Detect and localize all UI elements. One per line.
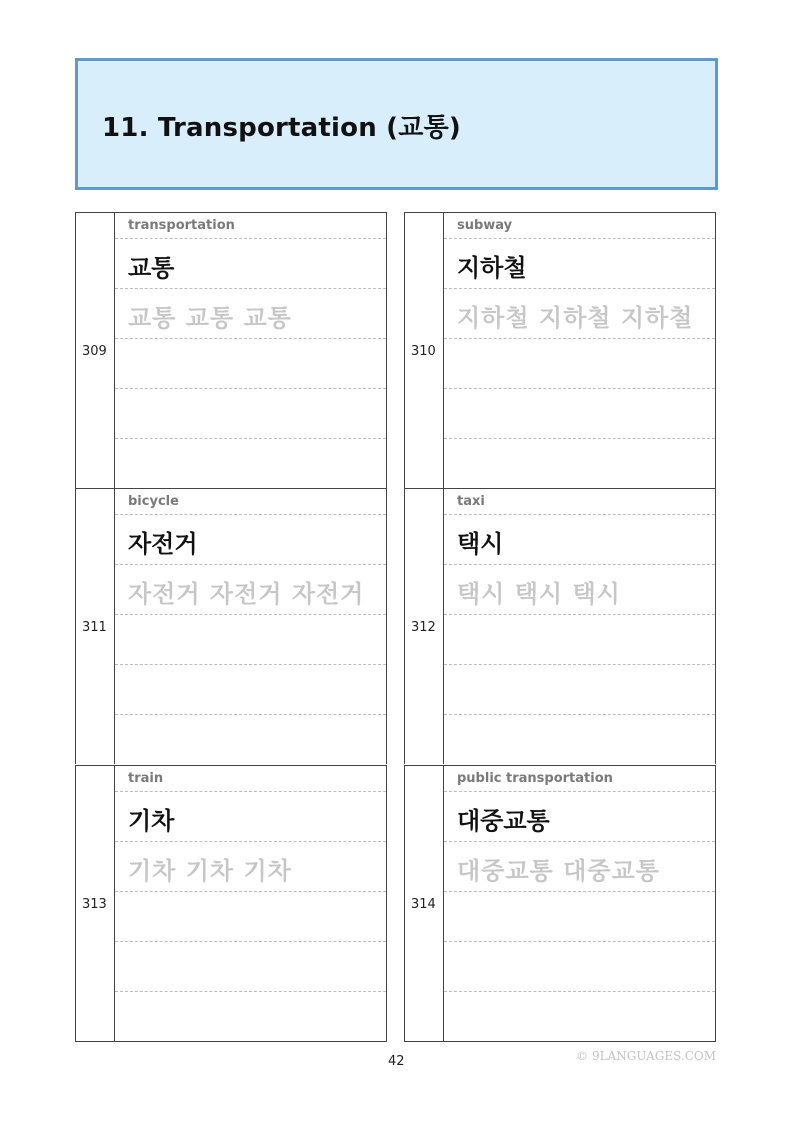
english-word: public transportation bbox=[457, 771, 613, 786]
blank-writing-row bbox=[444, 892, 715, 942]
trace-row bbox=[115, 289, 386, 339]
copyright-notice: © 9LANGUAGES.COM bbox=[576, 1049, 716, 1063]
grid-bottom-border bbox=[75, 1041, 387, 1042]
trace-text: 교통 교통 교통 bbox=[128, 304, 292, 332]
practice-rows bbox=[115, 489, 386, 764]
korean-word: 교통 bbox=[128, 254, 175, 282]
korean-word: 자전거 bbox=[128, 530, 198, 558]
english-word: subway bbox=[457, 218, 513, 233]
english-row bbox=[444, 489, 715, 515]
korean-word: 대중교통 bbox=[457, 807, 550, 835]
blank-writing-row bbox=[115, 615, 386, 665]
blank-writing-row bbox=[444, 389, 715, 439]
korean-row bbox=[444, 239, 715, 289]
practice-rows bbox=[115, 766, 386, 1041]
page-number: 42 bbox=[388, 1054, 405, 1069]
blank-writing-row bbox=[444, 992, 715, 1042]
practice-rows bbox=[444, 489, 715, 764]
english-word: bicycle bbox=[128, 494, 179, 509]
blank-writing-row bbox=[444, 339, 715, 389]
blank-writing-row bbox=[115, 665, 386, 715]
korean-row bbox=[444, 515, 715, 565]
trace-text: 자전거 자전거 자전거 bbox=[128, 580, 365, 608]
vocab-card bbox=[75, 765, 387, 1041]
trace-row bbox=[444, 842, 715, 892]
blank-writing-row bbox=[444, 615, 715, 665]
blank-writing-row bbox=[115, 892, 386, 942]
korean-row bbox=[444, 792, 715, 842]
word-number: 311 bbox=[82, 620, 107, 635]
english-row bbox=[444, 766, 715, 792]
trace-row bbox=[115, 842, 386, 892]
vocab-card bbox=[404, 212, 716, 488]
english-word: train bbox=[128, 771, 164, 786]
trace-text: 기차 기차 기차 bbox=[128, 857, 292, 885]
practice-rows bbox=[444, 766, 715, 1041]
blank-writing-row bbox=[115, 942, 386, 992]
word-number-column bbox=[405, 213, 444, 488]
grid-bottom-border bbox=[404, 1041, 716, 1042]
word-number: 313 bbox=[82, 897, 107, 912]
vocab-card bbox=[75, 488, 387, 764]
korean-word: 택시 bbox=[457, 530, 504, 558]
word-number: 309 bbox=[82, 344, 107, 359]
blank-writing-row bbox=[444, 665, 715, 715]
korean-row bbox=[115, 515, 386, 565]
blank-writing-row bbox=[444, 942, 715, 992]
blank-writing-row bbox=[115, 339, 386, 389]
practice-rows bbox=[115, 213, 386, 488]
trace-text: 택시 택시 택시 bbox=[457, 580, 621, 608]
practice-rows bbox=[444, 213, 715, 488]
trace-row bbox=[444, 289, 715, 339]
vocab-card bbox=[75, 212, 387, 488]
word-number: 312 bbox=[411, 620, 436, 635]
trace-text: 지하철 지하철 지하철 bbox=[457, 304, 694, 332]
blank-writing-row bbox=[115, 715, 386, 765]
english-row bbox=[444, 213, 715, 239]
korean-word: 기차 bbox=[128, 807, 175, 835]
english-row bbox=[115, 213, 386, 239]
blank-writing-row bbox=[115, 992, 386, 1042]
english-row bbox=[115, 766, 386, 792]
korean-row bbox=[115, 239, 386, 289]
blank-writing-row bbox=[115, 389, 386, 439]
chapter-title: 11. Transportation (교통) bbox=[102, 113, 461, 143]
chapter-title-box bbox=[75, 58, 718, 190]
blank-writing-row bbox=[444, 439, 715, 489]
blank-writing-row bbox=[115, 439, 386, 489]
vocab-card bbox=[404, 765, 716, 1041]
word-number-column bbox=[76, 766, 115, 1041]
trace-row bbox=[444, 565, 715, 615]
english-word: taxi bbox=[457, 494, 485, 509]
word-number: 314 bbox=[411, 897, 436, 912]
word-number-column bbox=[405, 766, 444, 1041]
english-word: transportation bbox=[128, 218, 235, 233]
korean-word: 지하철 bbox=[457, 254, 527, 282]
vocab-card bbox=[404, 488, 716, 764]
word-number-column bbox=[405, 489, 444, 764]
word-number-column bbox=[76, 489, 115, 764]
korean-row bbox=[115, 792, 386, 842]
trace-row bbox=[115, 565, 386, 615]
word-number: 310 bbox=[411, 344, 436, 359]
english-row bbox=[115, 489, 386, 515]
blank-writing-row bbox=[444, 715, 715, 765]
word-number-column bbox=[76, 213, 115, 488]
trace-text: 대중교통 대중교통 bbox=[457, 857, 660, 885]
